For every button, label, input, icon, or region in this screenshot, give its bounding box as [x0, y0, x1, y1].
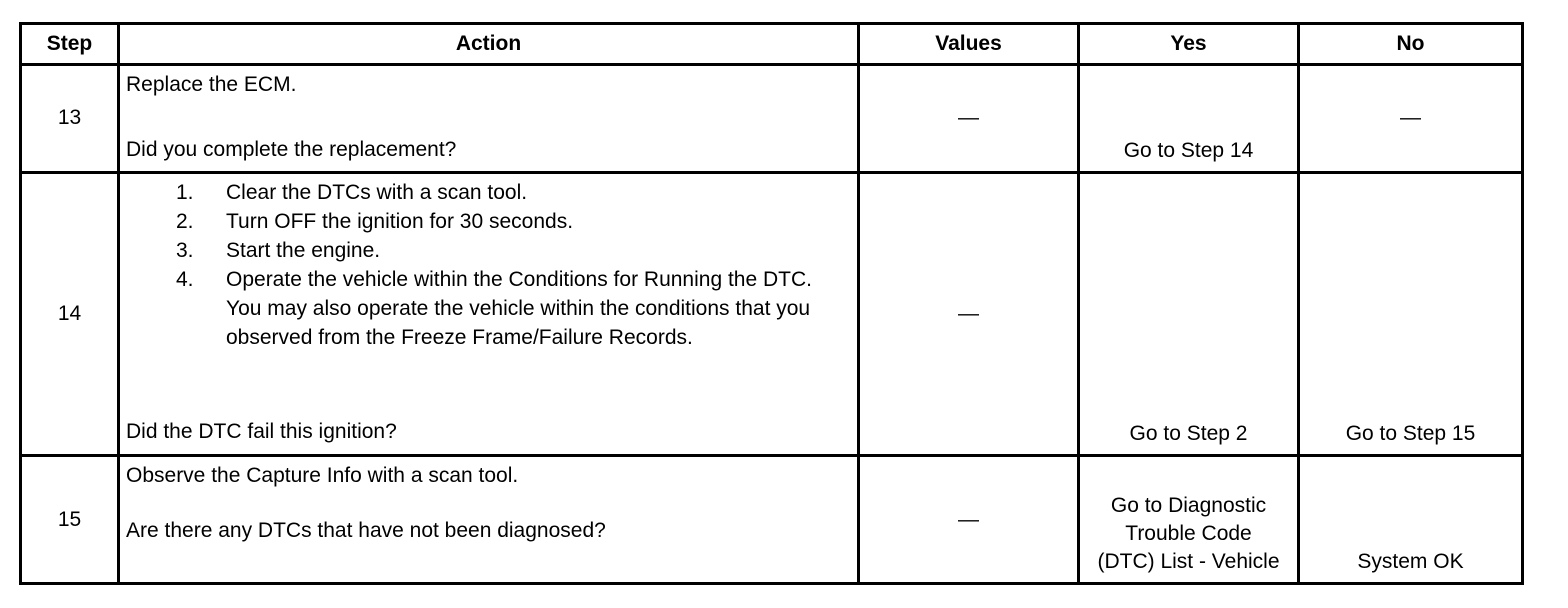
values-cell: —	[859, 65, 1079, 173]
action-cell	[119, 456, 859, 584]
list-item	[126, 207, 851, 236]
header-no: No	[1299, 24, 1523, 65]
table-row	[21, 65, 1523, 173]
values-cell: —	[859, 456, 1079, 584]
substep-number: 2.	[176, 209, 194, 233]
yes-cell: Go to Step 14	[1079, 65, 1299, 173]
header-values: Values	[859, 24, 1079, 65]
question-text: Are there any DTCs that have not been diagnosed?	[126, 519, 606, 542]
step-number: 14	[21, 172, 119, 455]
substep-text: Start the engine.	[226, 238, 381, 262]
substep-text: Turn OFF the ignition for 30 seconds.	[226, 209, 574, 233]
header-action: Action	[119, 24, 859, 65]
no-cell: Go to Step 15	[1299, 172, 1523, 455]
action-text: Observe the Capture Info with a scan tool.	[126, 464, 519, 487]
diagnostic-table	[19, 22, 1524, 585]
table-row	[21, 172, 1523, 455]
header-step: Step	[21, 24, 119, 65]
yes-cell: Go to Step 2	[1079, 172, 1299, 455]
question-text: Did you complete the replacement?	[126, 138, 457, 161]
list-item	[126, 265, 851, 352]
question-text: Did the DTC fail this ignition?	[126, 419, 397, 443]
substep-list	[126, 178, 851, 352]
action-cell	[119, 172, 859, 455]
step-number: 15	[21, 456, 119, 584]
substep-number: 4.	[176, 267, 194, 291]
substep-number: 1.	[176, 180, 194, 204]
step-number: 13	[21, 65, 119, 173]
action-cell	[119, 65, 859, 173]
list-item	[126, 236, 851, 265]
no-cell: —	[1299, 65, 1523, 173]
header-yes: Yes	[1079, 24, 1299, 65]
list-item	[126, 178, 851, 207]
no-cell: System OK	[1299, 456, 1523, 584]
yes-cell: Go to Diagnostic Trouble Code (DTC) List - Vehicle	[1079, 456, 1299, 584]
table-row	[21, 456, 1523, 584]
substep-number: 3.	[176, 238, 194, 262]
header-row	[21, 24, 1523, 65]
values-cell: —	[859, 172, 1079, 455]
substep-text: Operate the vehicle within the Conditions for Running the DTC. You may also operate the vehicle within the conditions that you observed from the Freeze Frame/Failure Records.	[226, 267, 812, 349]
action-text: Replace the ECM.	[126, 73, 297, 96]
substep-text: Clear the DTCs with a scan tool.	[226, 180, 528, 204]
